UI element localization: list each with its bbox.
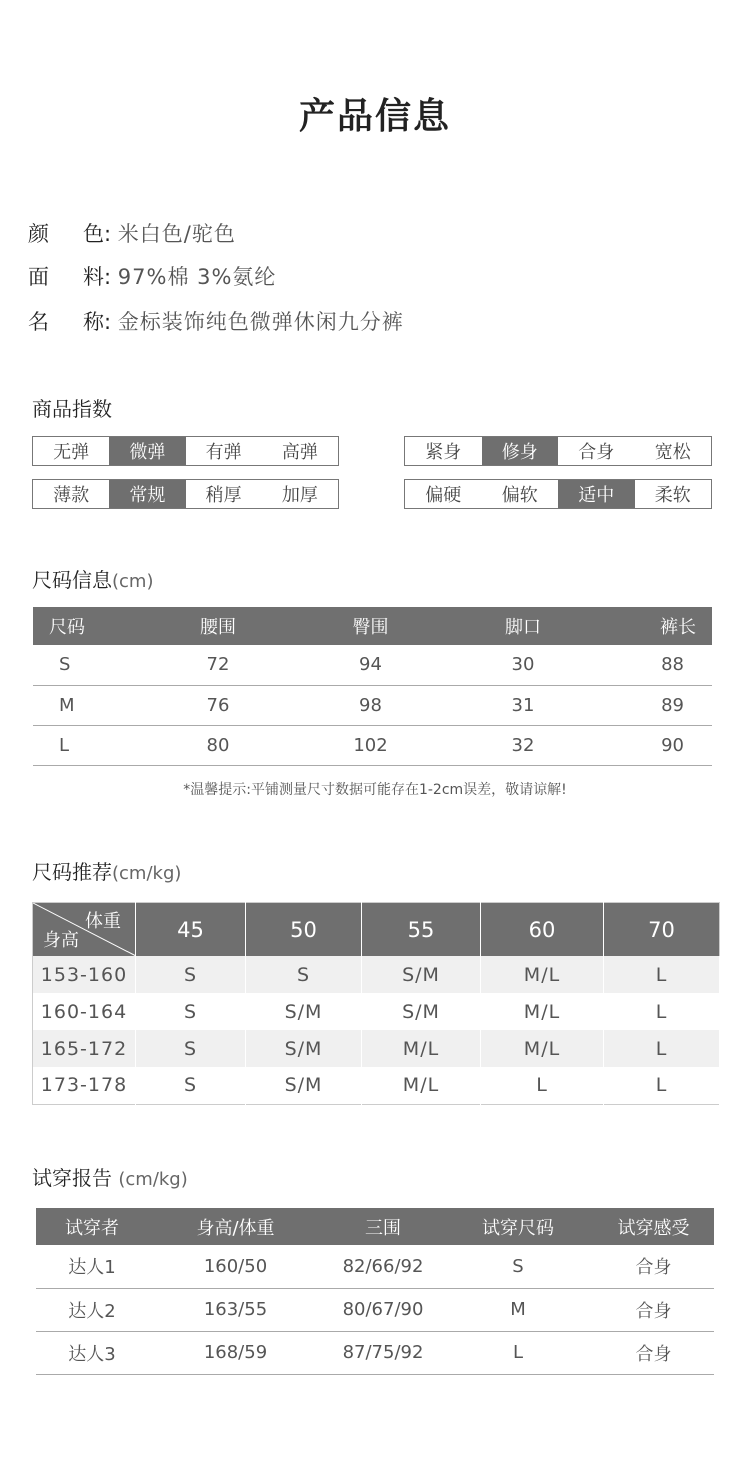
- recommended-size: S: [136, 1067, 246, 1104]
- recommended-size: S/M: [246, 993, 362, 1030]
- table-cell: 102: [283, 725, 458, 765]
- table-cell: 达人2: [36, 1288, 148, 1331]
- table-cell: M: [33, 685, 153, 725]
- index-option: 柔软: [654, 485, 691, 506]
- table-cell: 76: [153, 685, 283, 725]
- material-value: 97%棉 3%氨纶: [117, 265, 277, 289]
- try-report-header: 试穿者 身高/体重 三围 试穿尺码 试穿感受: [36, 1208, 714, 1245]
- table-row: [33, 1067, 720, 1104]
- index-option: 偏软: [501, 485, 538, 506]
- table-cell: 30: [458, 645, 588, 685]
- table-row: [36, 1331, 714, 1374]
- index-elasticity: [32, 436, 339, 466]
- index-option: 有弹: [205, 442, 242, 463]
- index-option: 宽松: [654, 442, 691, 463]
- index-option: 紧身: [425, 442, 462, 463]
- try-report-table: [36, 1208, 714, 1375]
- table-row: [33, 645, 712, 685]
- recommended-size: M/L: [481, 956, 604, 993]
- size-info-title: 尺码信息(cm): [32, 568, 154, 592]
- recommended-size: L: [604, 1067, 720, 1104]
- table-row: [33, 993, 720, 1030]
- table-cell: 89: [588, 685, 712, 725]
- table-cell: 31: [458, 685, 588, 725]
- table-cell: L: [33, 725, 153, 765]
- table-cell: 80/67/90: [323, 1288, 443, 1331]
- try-report-title: 试穿报告 (cm/kg): [32, 1166, 188, 1190]
- table-cell: 合身: [593, 1331, 714, 1374]
- height-range: 165-172: [33, 1030, 136, 1067]
- page-title: 产品信息: [298, 96, 451, 137]
- recommend-header: 体重 身高 45 50 55 60 70: [33, 903, 720, 957]
- table-cell: L: [443, 1331, 593, 1374]
- info-name: 名 称: 金标装饰纯色微弹休闲九分裤: [28, 310, 404, 334]
- color-value: 米白色/驼色: [117, 222, 236, 246]
- table-row: [33, 725, 712, 765]
- index-section-title: 商品指数: [32, 397, 112, 421]
- table-cell: 98: [283, 685, 458, 725]
- recommended-size: M/L: [481, 993, 604, 1030]
- recommended-size: M/L: [362, 1067, 481, 1104]
- table-cell: M: [443, 1288, 593, 1331]
- table-cell: 160/50: [148, 1245, 323, 1288]
- table-row: [33, 1030, 720, 1067]
- recommended-size: S: [136, 1030, 246, 1067]
- table-cell: 88: [588, 645, 712, 685]
- table-cell: 合身: [593, 1245, 714, 1288]
- index-option: 偏硬: [425, 485, 462, 506]
- table-cell: S: [443, 1245, 593, 1288]
- recommended-size: S/M: [362, 993, 481, 1030]
- index-thickness: [32, 479, 339, 509]
- recommended-size: S: [246, 956, 362, 993]
- index-option: 稍厚: [205, 485, 242, 506]
- index-softness: [404, 479, 712, 509]
- index-fit: [404, 436, 712, 466]
- recommended-size: S/M: [246, 1030, 362, 1067]
- table-cell: 87/75/92: [323, 1331, 443, 1374]
- table-cell: 80: [153, 725, 283, 765]
- table-cell: 168/59: [148, 1331, 323, 1374]
- height-range: 160-164: [33, 993, 136, 1030]
- table-cell: 90: [588, 725, 712, 765]
- recommend-table: [32, 902, 720, 1105]
- table-cell: 82/66/92: [323, 1245, 443, 1288]
- recommended-size: L: [604, 956, 720, 993]
- info-material: 面 料: 97%棉 3%氨纶: [28, 265, 277, 289]
- table-cell: S: [33, 645, 153, 685]
- recommended-size: M/L: [362, 1030, 481, 1067]
- index-option: 薄款: [53, 485, 90, 506]
- size-table: [33, 607, 712, 766]
- recommended-size: S/M: [362, 956, 481, 993]
- index-option: 高弹: [281, 442, 318, 463]
- product-name-value: 金标装饰纯色微弹休闲九分裤: [117, 310, 404, 334]
- recommended-size: M/L: [481, 1030, 604, 1067]
- table-row: [36, 1288, 714, 1331]
- recommended-size: S/M: [246, 1067, 362, 1104]
- size-table-header: 尺码 腰围 臀围 脚口 裤长: [33, 607, 712, 645]
- table-row: [33, 685, 712, 725]
- table-cell: 合身: [593, 1288, 714, 1331]
- info-color: 颜 色: 米白色/驼色: [28, 222, 236, 246]
- recommend-title: 尺码推荐(cm/kg): [32, 860, 182, 884]
- index-option: 合身: [578, 442, 615, 463]
- index-option: 无弹: [53, 442, 90, 463]
- table-cell: 32: [458, 725, 588, 765]
- recommended-size: L: [481, 1067, 604, 1104]
- table-cell: 163/55: [148, 1288, 323, 1331]
- size-note: *温馨提示:平铺测量尺寸数据可能存在1-2cm误差，敬请谅解!: [183, 782, 567, 798]
- index-option: 适中: [558, 480, 635, 508]
- recommended-size: L: [604, 1030, 720, 1067]
- recommended-size: L: [604, 993, 720, 1030]
- height-range: 153-160: [33, 956, 136, 993]
- index-option: 微弹: [109, 437, 185, 465]
- recommended-size: S: [136, 993, 246, 1030]
- recommended-size: S: [136, 956, 246, 993]
- height-range: 173-178: [33, 1067, 136, 1104]
- table-cell: 94: [283, 645, 458, 685]
- table-cell: 达人1: [36, 1245, 148, 1288]
- index-option: 修身: [482, 437, 559, 465]
- table-row: [33, 956, 720, 993]
- index-option: 加厚: [281, 485, 318, 506]
- table-cell: 72: [153, 645, 283, 685]
- index-option: 常规: [109, 480, 185, 508]
- table-row: [36, 1245, 714, 1288]
- recommend-corner: 体重 身高: [33, 903, 136, 957]
- table-cell: 达人3: [36, 1331, 148, 1374]
